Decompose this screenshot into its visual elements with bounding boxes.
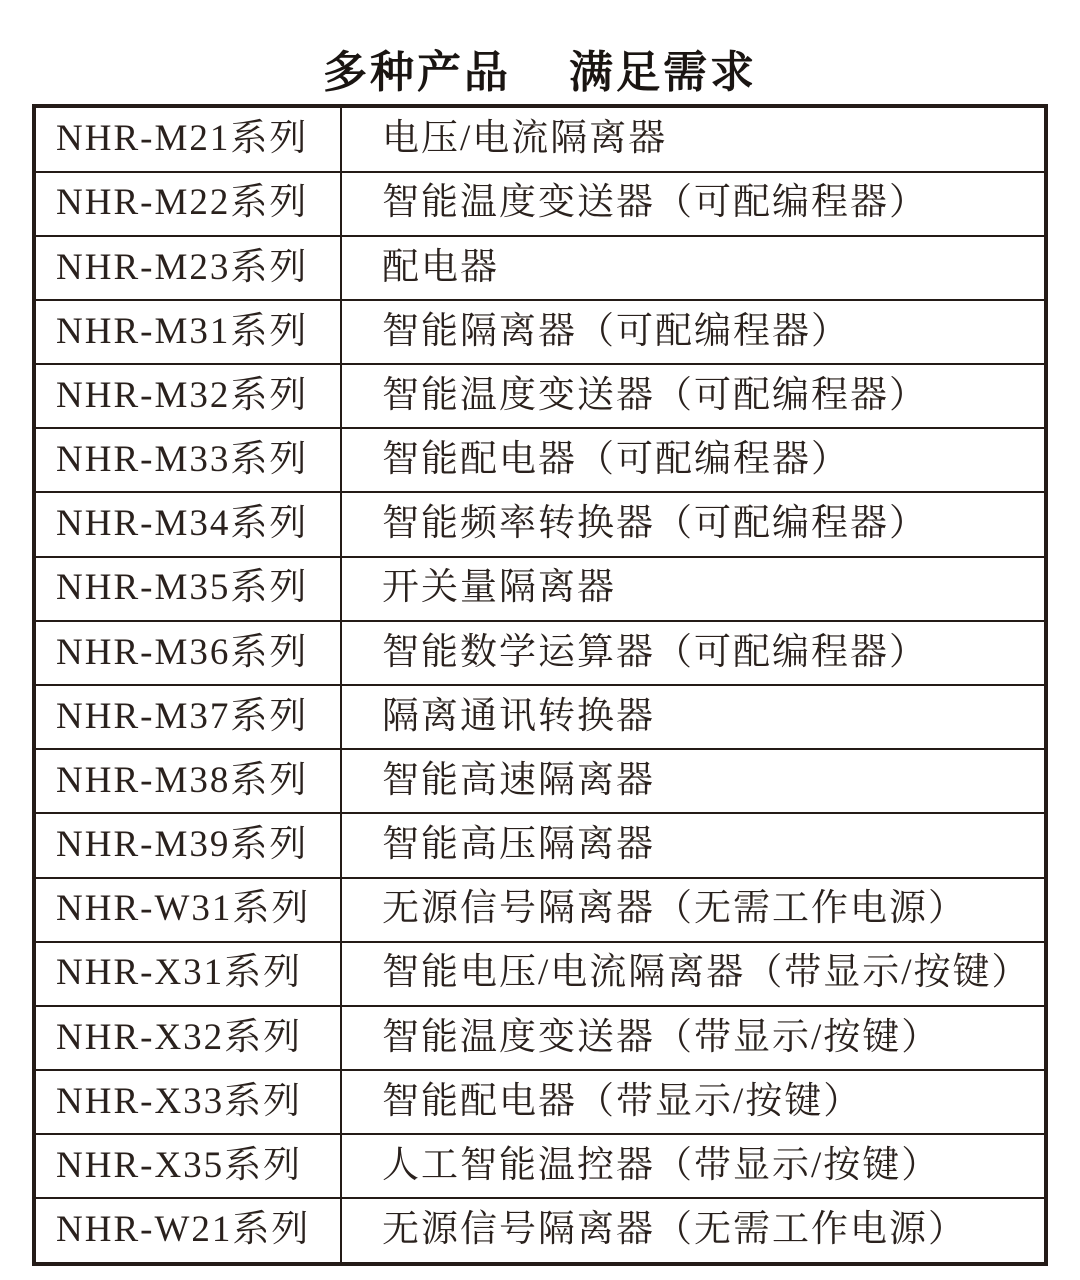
description-cell: 智能频率转换器（可配编程器） <box>341 492 1046 556</box>
page-title-part1: 多种产品 <box>323 48 511 97</box>
table-row <box>34 492 1046 556</box>
table-row <box>34 300 1046 364</box>
page-title-part2: 满足需求 <box>569 48 757 97</box>
table-row <box>34 236 1046 300</box>
series-cell: NHR-M35系列 <box>34 557 341 621</box>
series-cell: NHR-M23系列 <box>34 236 341 300</box>
table-row <box>34 749 1046 813</box>
table-row <box>34 557 1046 621</box>
series-cell: NHR-X33系列 <box>34 1070 341 1134</box>
description-cell: 无源信号隔离器（无需工作电源） <box>341 878 1046 942</box>
description-cell: 隔离通讯转换器 <box>341 685 1046 749</box>
series-cell: NHR-X32系列 <box>34 1006 341 1070</box>
series-cell: NHR-M21系列 <box>34 106 341 172</box>
series-cell: NHR-W21系列 <box>34 1198 341 1264</box>
table-row <box>34 878 1046 942</box>
table-row <box>34 1134 1046 1198</box>
table-row <box>34 685 1046 749</box>
table-row <box>34 428 1046 492</box>
series-cell: NHR-X35系列 <box>34 1134 341 1198</box>
series-cell: NHR-M22系列 <box>34 172 341 236</box>
description-cell: 智能高速隔离器 <box>341 749 1046 813</box>
table-row <box>34 1198 1046 1264</box>
series-cell: NHR-M39系列 <box>34 813 341 877</box>
description-cell: 无源信号隔离器（无需工作电源） <box>341 1198 1046 1264</box>
series-cell: NHR-M32系列 <box>34 364 341 428</box>
description-cell: 智能高压隔离器 <box>341 813 1046 877</box>
description-cell: 智能隔离器（可配编程器） <box>341 300 1046 364</box>
description-cell: 智能温度变送器（带显示/按键） <box>341 1006 1046 1070</box>
series-cell: NHR-M34系列 <box>34 492 341 556</box>
series-cell: NHR-W31系列 <box>34 878 341 942</box>
table-row <box>34 942 1046 1006</box>
table-row <box>34 172 1046 236</box>
description-cell: 智能数学运算器（可配编程器） <box>341 621 1046 685</box>
series-cell: NHR-M37系列 <box>34 685 341 749</box>
series-cell: NHR-M36系列 <box>34 621 341 685</box>
series-cell: NHR-X31系列 <box>34 942 341 1006</box>
table-row <box>34 364 1046 428</box>
series-cell: NHR-M38系列 <box>34 749 341 813</box>
product-table <box>32 104 1048 1266</box>
description-cell: 配电器 <box>341 236 1046 300</box>
description-cell: 智能电压/电流隔离器（带显示/按键） <box>341 942 1046 1006</box>
description-cell: 开关量隔离器 <box>341 557 1046 621</box>
series-cell: NHR-M31系列 <box>34 300 341 364</box>
table-row <box>34 1070 1046 1134</box>
description-cell: 智能温度变送器（可配编程器） <box>341 172 1046 236</box>
series-cell: NHR-M33系列 <box>34 428 341 492</box>
table-row <box>34 621 1046 685</box>
description-cell: 人工智能温控器（带显示/按键） <box>341 1134 1046 1198</box>
product-table-body <box>34 106 1046 1264</box>
description-cell: 智能温度变送器（可配编程器） <box>341 364 1046 428</box>
table-row <box>34 1006 1046 1070</box>
page-title <box>0 36 1080 100</box>
table-row <box>34 813 1046 877</box>
description-cell: 智能配电器（带显示/按键） <box>341 1070 1046 1134</box>
description-cell: 智能配电器（可配编程器） <box>341 428 1046 492</box>
description-cell: 电压/电流隔离器 <box>341 106 1046 172</box>
table-row <box>34 106 1046 172</box>
